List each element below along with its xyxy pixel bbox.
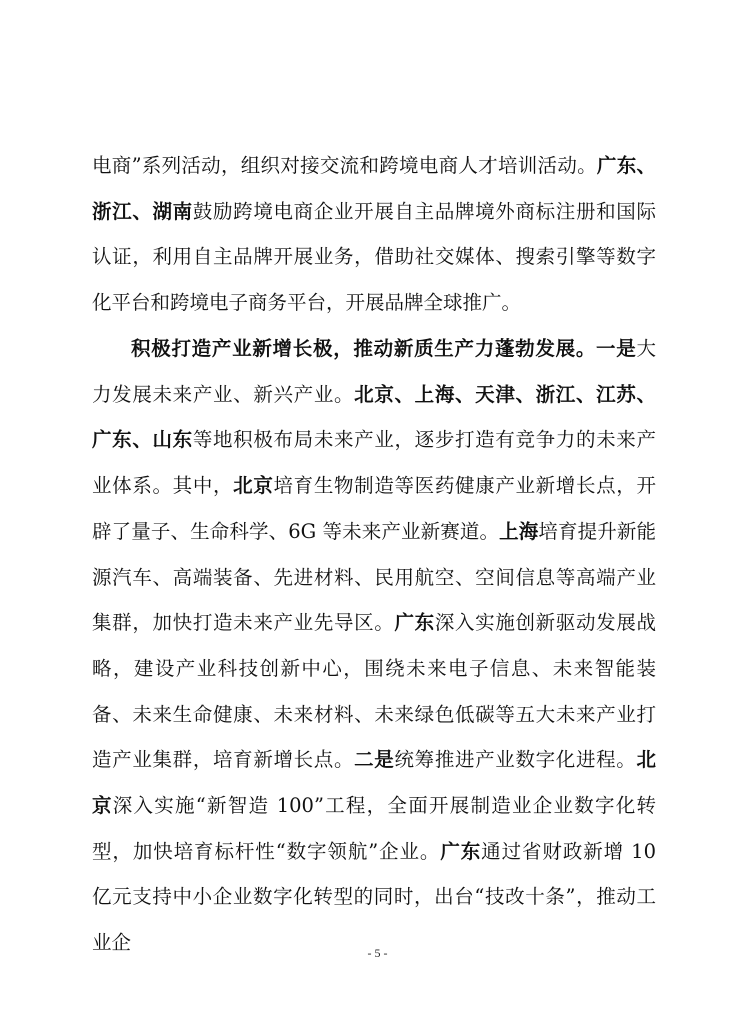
bold-text-run: 广东、浙江、湖南: [92, 154, 656, 223]
text-run: 鼓励跨境电商企业开展自主品牌境外商标注册和国际认证，利用自主品牌开展业务，借助社交媒体、搜索引擎等数字化平台和跨境电子商务平台，开展品牌全球推广。: [92, 199, 656, 315]
bold-text-run: 北京、上海、天津、浙江、江苏、广东、山东: [92, 382, 656, 452]
bold-text-run: 北京: [233, 474, 274, 498]
text-run: 等地积极布局未来产业，逐步打造有竞争力的未来产业体系。其中，: [92, 428, 656, 498]
bold-text-run: 积极打造产业新增长极，推动新质生产力蓬勃发展。一是: [131, 337, 637, 360]
text-run: 深入实施“新智造 100”工程，全面开展制造业企业数字化转型，加快培育标杆性“数字领航”企业。: [92, 794, 656, 863]
text-run: 培育提升新能源汽车、高端装备、先进材料、民用航空、空间信息等高端产业集群，加快打造未来产业先导区。: [92, 519, 656, 635]
text-run: 通过省财政新增 10 亿元支持中小企业数字化转型的同时，出台“技改十条”，推动工业企: [92, 839, 656, 955]
paragraph-1: [92, 143, 656, 326]
paragraph-2: [92, 326, 656, 966]
bold-text-run: 二是: [354, 748, 395, 772]
bold-text-run: 北京: [92, 748, 656, 818]
page-number: - 5 -: [367, 946, 388, 960]
text-run: 培育生物制造等医药健康产业新增长点，开辟了量子、生命科学、6G 等未来产业新赛道。: [92, 474, 656, 543]
text-run: 统筹推进产业数字化进程。: [394, 748, 637, 772]
text-run: 电商”系列活动，组织对接交流和跨境电商人才培训活动。: [92, 154, 597, 177]
bold-text-run: 广东: [394, 611, 435, 635]
text-run: 深入实施创新驱动发展战略，建设产业科技创新中心，围绕未来电子信息、未来智能装备、未来生命健康、未来材料、未来绿色低碳等五大未来产业打造产业集群，培育新增长点。: [92, 611, 656, 772]
bold-text-run: 广东: [440, 839, 482, 863]
bold-text-run: 上海: [499, 519, 539, 543]
text-run: 大力发展未来产业、新兴产业。: [92, 337, 656, 406]
